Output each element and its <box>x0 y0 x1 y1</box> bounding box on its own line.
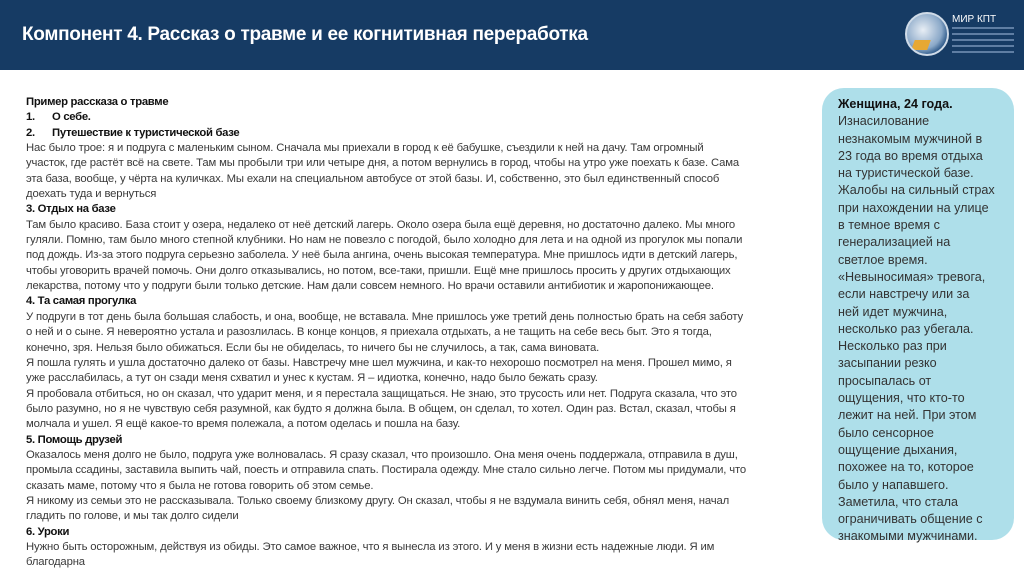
section-3: 3. Отдых на базе <box>26 203 116 216</box>
text-line: в темное время с <box>838 218 940 233</box>
paragraph <box>26 218 806 295</box>
text-line: Нужно быть осторожным, действуя из обиды. Это самое важное, что я вынесла из этого. И у меня в жизни есть надежные люди. Я им <box>26 540 715 553</box>
text-line: похожее на то, которое <box>838 460 974 475</box>
text-line: сказать маме, потому что я была не готова говорить об этом семье. <box>26 479 374 492</box>
text-line: Там было красиво. База стоит у озера, недалеко от неё детский лагерь. Около озера была ещё деревня, но достаточно далеко. Мы много <box>26 218 736 231</box>
text-line: участок, где растёт всё на свете. Там мы пробыли три или четыре дня, а потом вернулись в город, чтобы на утро уже поехать к базе. Сама <box>26 157 740 170</box>
text-line: просыпалась от <box>838 373 932 388</box>
text-line: молчала и ушел. Я ещё какое-то время полежала, а потом оделась и пошла на базу. <box>26 418 461 431</box>
text-line: лежит на ней. При этом <box>838 408 977 423</box>
text-line: было сенсорное <box>838 425 934 440</box>
header-bar <box>0 0 1024 70</box>
text-line: гладить по голове, и мы так долго сидели <box>26 510 239 523</box>
section-6: 6. Уроки <box>26 525 70 538</box>
text-line: Заметила, что стала <box>838 494 958 509</box>
text-line: Я никому из семьи это не рассказывала. Только своему близкому другу. Он сказал, чтобы я не вздумала винить себя, обнял меня, начал <box>26 494 730 507</box>
text-line: промыла ссадины, заставила выпить чай, поесть и отправила спать. Постирала одежду. Мне стало сильно легче. Потом мы придумали, что <box>26 464 747 477</box>
logo-globe-icon <box>905 12 949 56</box>
section-2: 2. Путешествие к туристической базе <box>26 126 240 139</box>
paragraph <box>26 141 806 202</box>
text-line: лекарства, потому что у подруги были только детские. Нам дали совсем немного. Но врачи оставили антибиотик и жаропонижающее. <box>26 280 714 293</box>
text-line: ней идет мужчина, <box>838 304 948 319</box>
text-line: ограничивать общение с <box>838 512 983 527</box>
text-line: «Невыносимая» тревога, <box>838 269 986 284</box>
text-line: знакомыми мужчинами. <box>838 529 978 544</box>
text-line: Несколько раз при <box>838 339 947 354</box>
text-line: ощущения, что кто-то <box>838 391 965 406</box>
text-line: при нахождении на улице <box>838 200 989 215</box>
text-line: чтобы уговорить врачей помочь. Они долго отказывались, но потом, все-таки, пришли. Ещё мне пришлось просить у других отдыхающих <box>26 264 731 277</box>
text-line: Жалобы на сильный страх <box>838 183 995 198</box>
text-line: было разумно, но я не чувствую себя разумной, как будто я должна была. В общем, он сделал, то хотел. Один раз. Встал, сказал, чтобы я <box>26 402 736 415</box>
trauma-story <box>26 95 806 571</box>
text-line: засыпании резко <box>838 356 937 371</box>
text-line: было у напавшего. <box>838 477 949 492</box>
text-line: уже расслабилась, а тут он сзади меня схватил и унес к кустам. Я – идиотка, конечно, надо было бежать сразу. <box>26 372 598 385</box>
text-line: под дождь. Из-за этого подруга серьезно заболела. У неё была ангина, очень высокая температура. Мне пришлось идти в детский лагерь, <box>26 249 738 262</box>
text-line: Изнасилование <box>838 114 930 129</box>
page-title: Компонент 4. Рассказ о травме и ее когнитивная переработка <box>22 24 588 45</box>
text-line: У подруги в тот день была большая слабость, и она, вообще, не вставала. Мне пришлось уже третий день полностью брать на себя заботу <box>26 310 744 323</box>
paragraph <box>26 540 806 571</box>
text-line: если навстречу или за <box>838 287 970 302</box>
section-5: 5. Помощь друзей <box>26 433 123 446</box>
text-line: благодарна <box>26 556 85 569</box>
section-4: 4. Та самая прогулка <box>26 295 137 308</box>
text-line: доехать туда и вернуться <box>26 188 157 201</box>
case-description-box <box>822 88 1014 544</box>
paragraph <box>26 448 806 525</box>
text-line: конечно, зря. Нельзя было обижаться. Если бы не обиделась, то ничего бы не случилось, а так, сама виновата. <box>26 341 600 354</box>
text-line: Нас было трое: я и подруга с маленьким сыном. Сначала мы приехали в город к её бабушке, съездили к ней на дачу. Там огромный <box>26 142 704 155</box>
case-title: Женщина, 24 года. <box>838 97 953 111</box>
text-line: 23 года во время отдыха <box>838 148 983 163</box>
section-1: 1. О себе. <box>26 111 91 124</box>
logo-text: МИР КПТ <box>952 14 997 25</box>
paragraph <box>26 310 806 433</box>
text-line: Оказалось меня долго не было, подруга уже волновалась. Я сразу сказал, что произошло. Она меня очень поддержала, отправила в душ, <box>26 448 738 461</box>
text-line: Я пробовала отбиться, но он сказал, что ударит меня, и я перестала защищаться. Не знаю, это трусость или нет. Подруга сказала, что это <box>26 387 737 400</box>
text-line: о ней и о сыне. Я невероятно устала и разозлилась. В конце концов, я приехала отдыхать, а не тащить на себе весь быт. Это я тогда, <box>26 326 712 339</box>
text-line: эта база, вообще, у чёрта на куличках. Мы ехали на специальном автобусе от этой базы. И, собственно, это был единственный способ <box>26 172 720 185</box>
text-line: незнакомым мужчиной в <box>838 131 983 146</box>
text-line: несколько раз убегала. <box>838 321 974 336</box>
text-line: генерализацией на <box>838 235 951 250</box>
text-line: ощущение дыхания, <box>838 442 958 457</box>
text-line: на туристической базе. <box>838 166 974 181</box>
text-line: гуляли. Помню, там было много степной клубники. Но нам не повезло с погодой, было холодно для лета и на одной из прогулок мы попали <box>26 234 743 247</box>
story-heading: Пример рассказа о травме <box>26 96 169 108</box>
text-line: светлое время. <box>838 252 928 267</box>
logo-subtitle <box>952 27 1014 57</box>
text-line: Я пошла гулять и ушла достаточно далеко от базы. Навстречу мне шел мужчина, и как-то нехорошо посмотрел на меня. Прошел мимо, я <box>26 356 732 369</box>
case-text <box>838 113 1002 545</box>
